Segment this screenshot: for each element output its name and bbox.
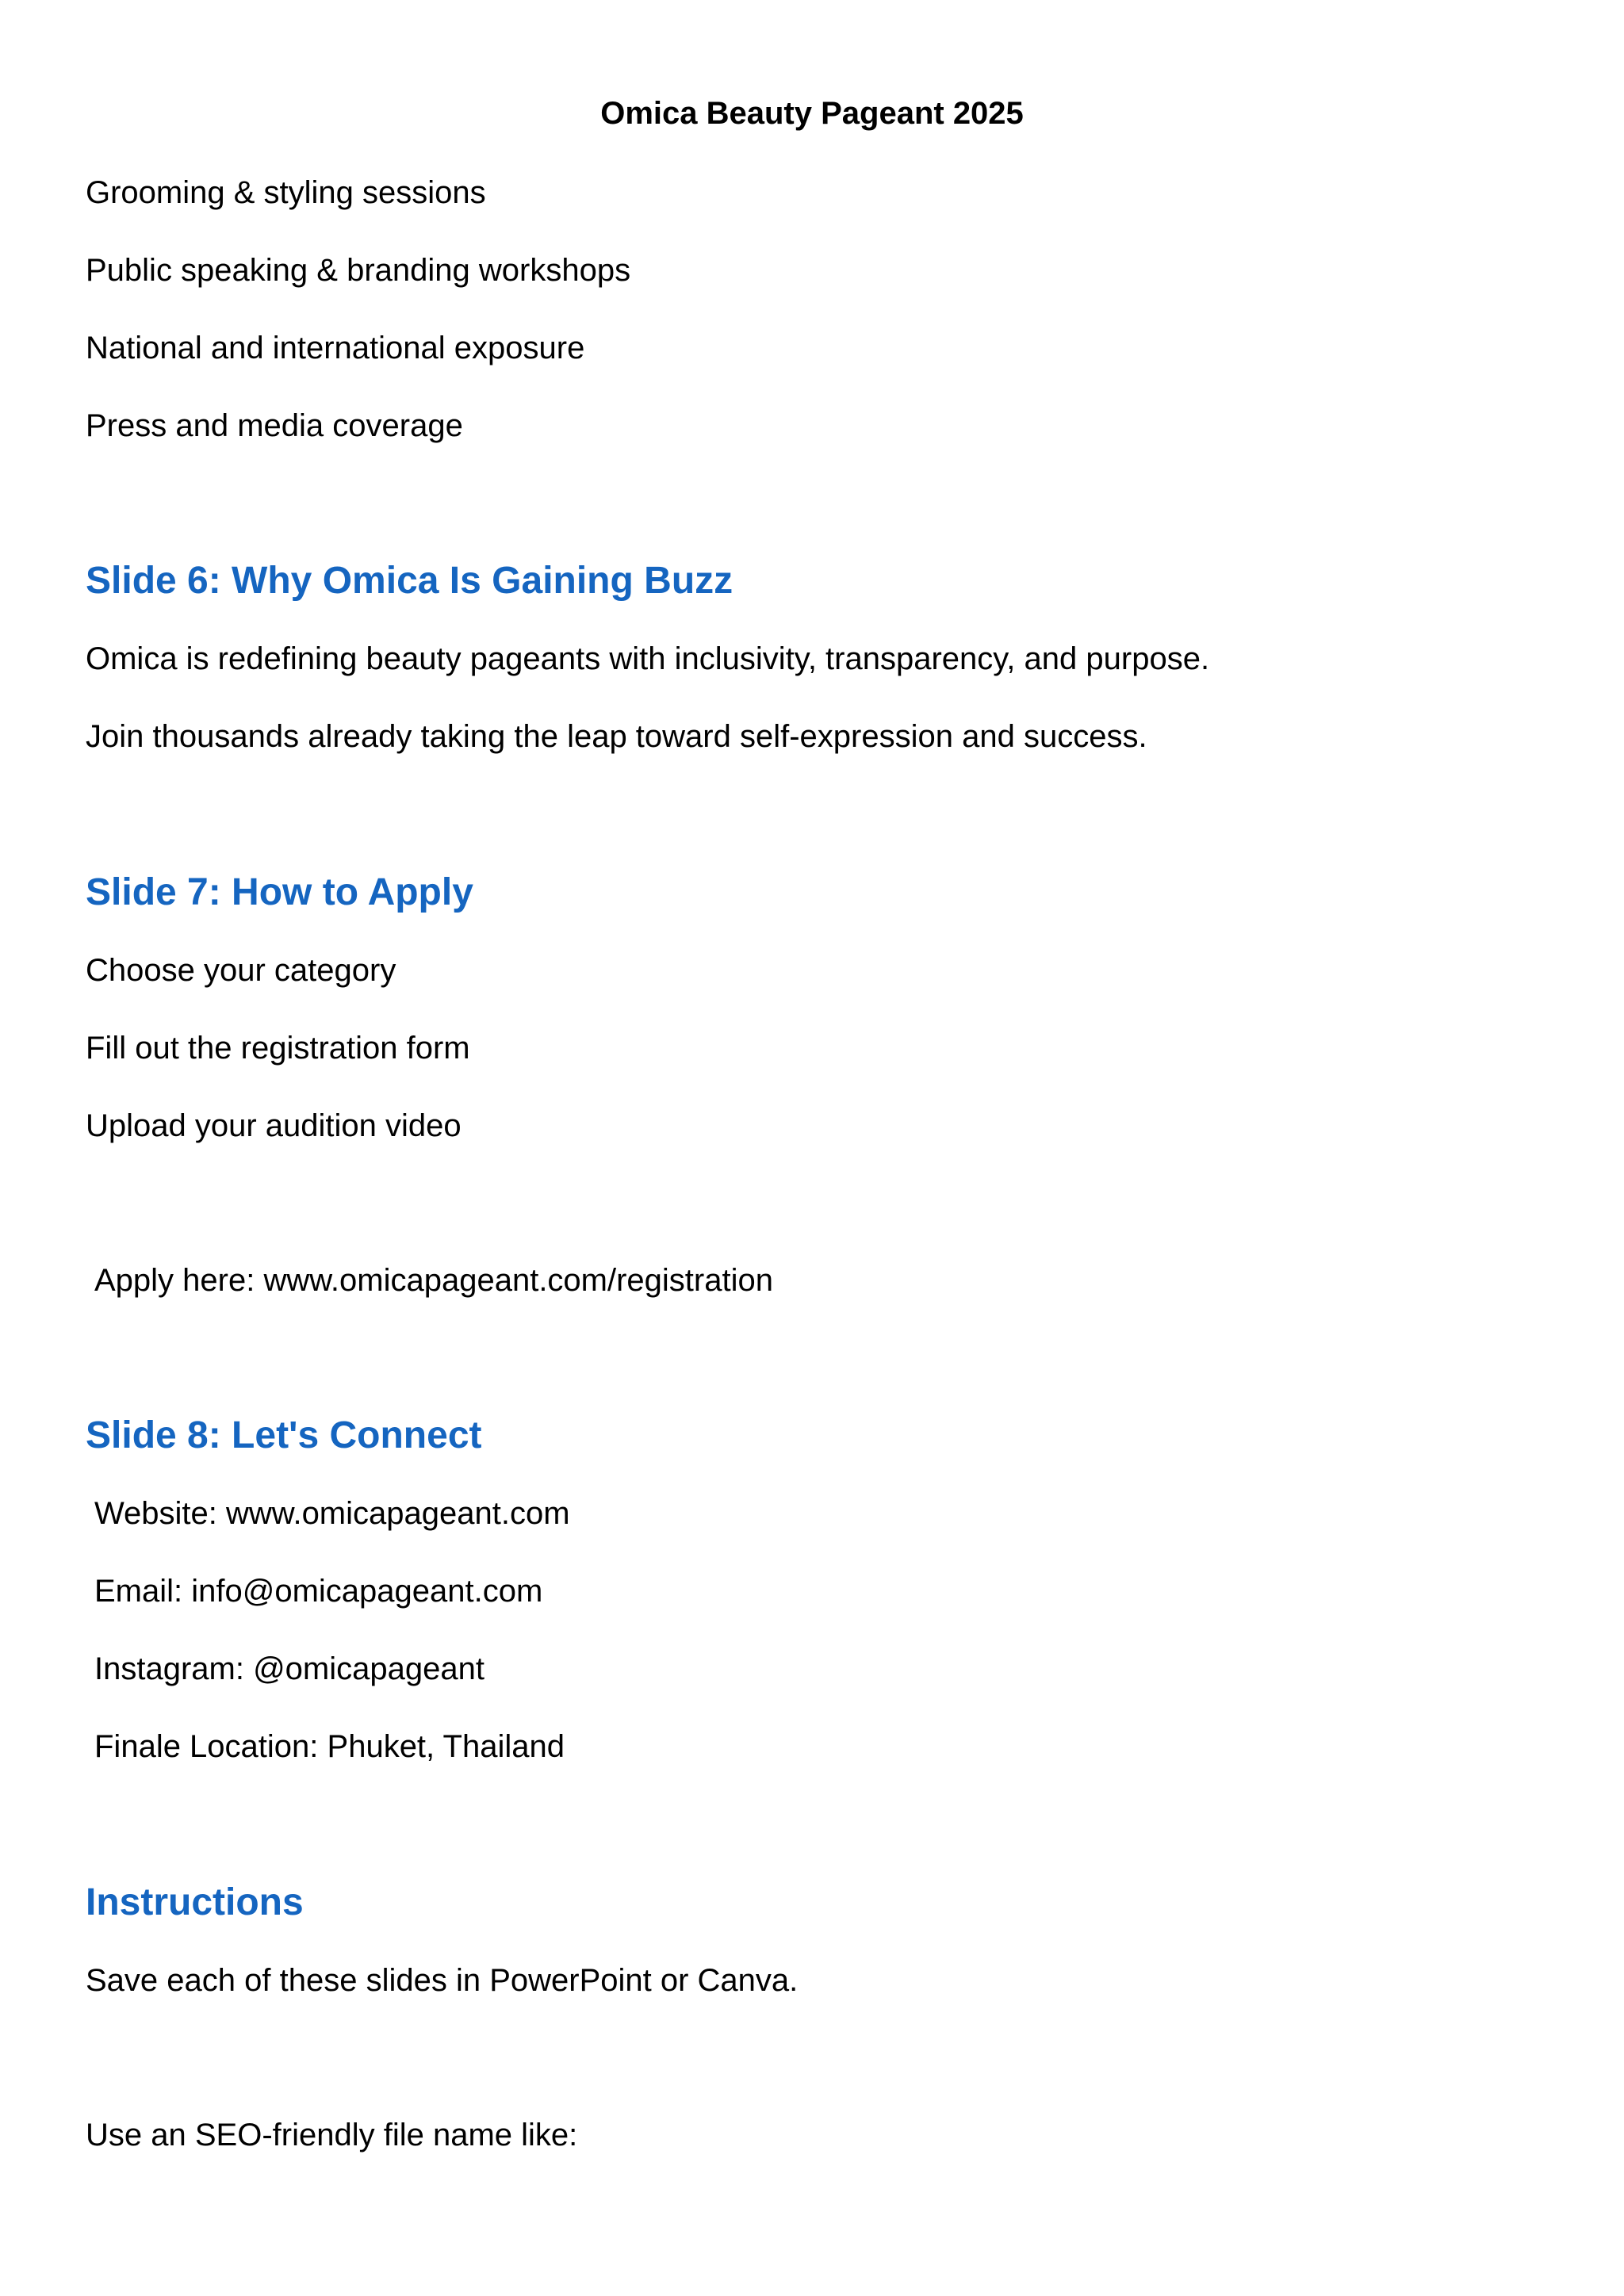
- section-line: Upload your audition video: [86, 1108, 462, 1143]
- document-title: Omica Beauty Pageant 2025: [600, 96, 1024, 131]
- section-line: Save each of these slides in PowerPoint or Canva.: [86, 1963, 799, 1998]
- section-line: Omica is redefining beauty pageants with inclusivity, transparency, and purpose.: [86, 641, 1210, 676]
- contact-instagram: Instagram: @omicapageant: [94, 1651, 485, 1686]
- intro-item: Grooming & styling sessions: [86, 175, 486, 210]
- section-heading-slide-8: Slide 8: Let's Connect: [86, 1414, 482, 1456]
- section-line: Choose your category: [86, 953, 396, 988]
- contact-email: Email: info@omicapageant.com: [94, 1574, 543, 1609]
- section-heading-slide-6: Slide 6: Why Omica Is Gaining Buzz: [86, 560, 733, 602]
- intro-item: Press and media coverage: [86, 408, 463, 443]
- apply-link-line: Apply here: www.omicapageant.com/registration: [94, 1263, 773, 1298]
- contact-location: Finale Location: Phuket, Thailand: [94, 1729, 565, 1764]
- section-line: Use an SEO-friendly file name like:: [86, 2118, 578, 2152]
- section-line: Fill out the registration form: [86, 1031, 470, 1066]
- section-heading-instructions: Instructions: [86, 1881, 304, 1923]
- section-heading-slide-7: Slide 7: How to Apply: [86, 871, 473, 913]
- section-line: Join thousands already taking the leap toward self-expression and success.: [86, 719, 1147, 754]
- intro-item: Public speaking & branding workshops: [86, 253, 631, 288]
- intro-item: National and international exposure: [86, 331, 585, 365]
- contact-website: Website: www.omicapageant.com: [94, 1496, 570, 1531]
